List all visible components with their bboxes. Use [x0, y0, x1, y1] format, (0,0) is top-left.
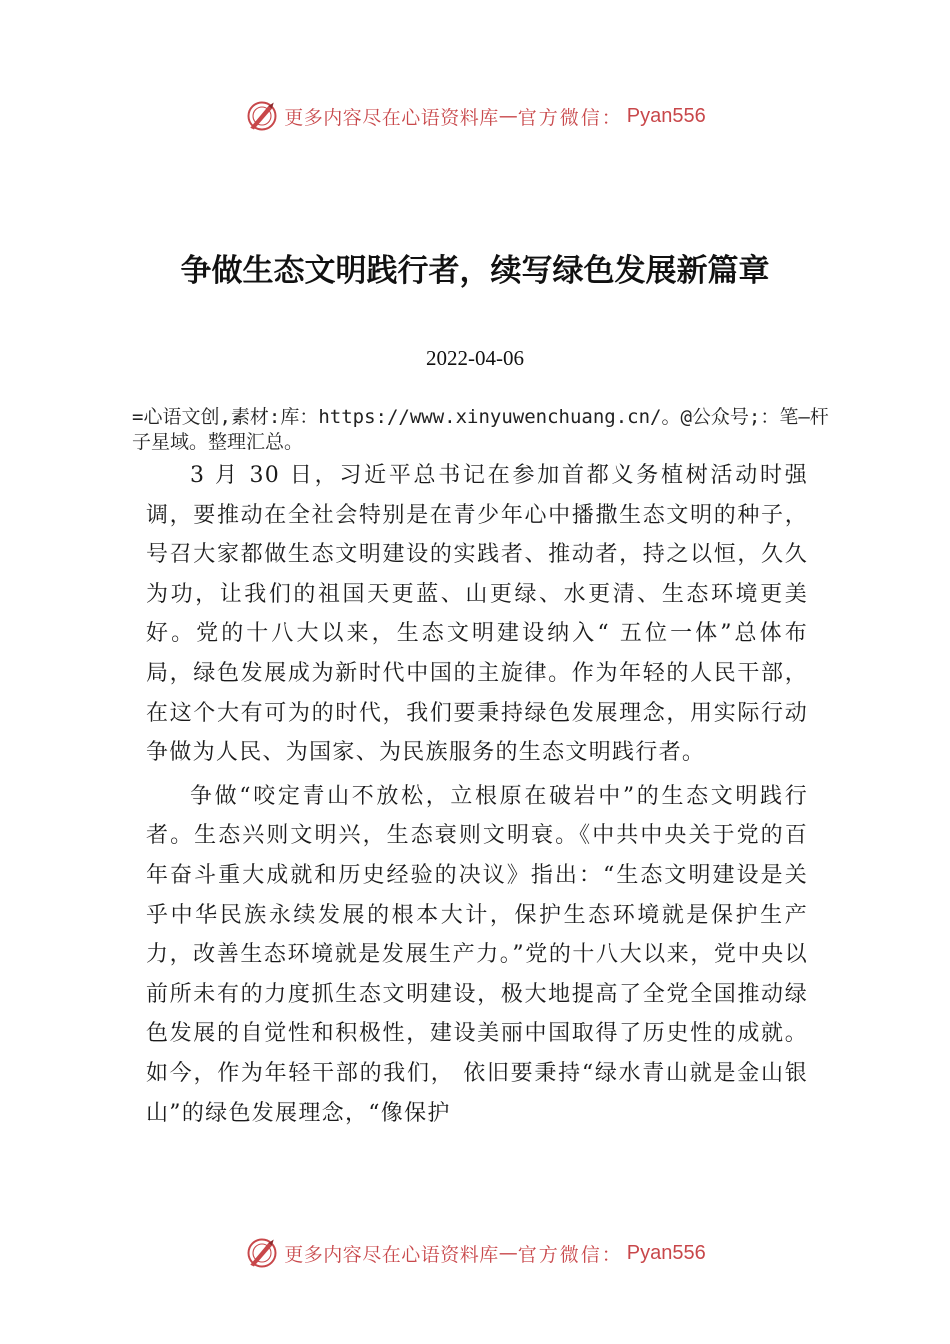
banner-text: 更多内容尽在心语资料库	[284, 106, 499, 129]
banner-text: 更多内容尽在心语资料库	[284, 1243, 499, 1266]
header-watermark-banner	[0, 96, 950, 136]
banner-wechat-id: Pyan556	[626, 104, 706, 127]
banner-wechat-label: 官方微信：	[517, 106, 623, 129]
article-title: 争做生态文明践行者，续写绿色发展新篇章	[180, 253, 770, 289]
pen-seal-logo-icon	[244, 98, 280, 134]
banner-separator: —	[498, 105, 518, 127]
pen-seal-logo-icon	[244, 1235, 280, 1271]
paragraph: 3 月 30 日，习近平总书记在参加首都义务植树活动时强调，要推动在全社会特别是在青少年心中播撒生态文明的种子，号召大家都做生态文明建设的实践者、推动者，持之以恒，久久为功，让我们的祖国天更蓝、山更绿、水更清、生态环境更美好。党的十八大以来，生态文明建设纳入“ 五位一体”总体布局，绿色发展成为新时代中国的主旋律。作为年轻的人民干部，在这个大有可为的时代，我们要秉持绿色发展理念，用实际行动争做为人民、为国家、为民族服务的生态文明践行者。	[146, 463, 808, 766]
paragraph: 争做“咬定青山不放松，立根原在破岩中”的生态文明践行者。生态兴则文明兴，生态衰则文明衰。《中共中央关于党的百年奋斗重大成就和历史经验的决议》指出：“生态文明建设是关乎中华民族永续发展的根本大计，保护生态环境就是保护生产力，改善生态环境就是发展生产力。”党的十八大以来，党中央以前所未有的力度抓生态文明建设，极大地提高了全党全国推动绿色发展的自觉性和积极性，建设美丽中国取得了历史性的成就。如今，作为年轻干部的我们， 依旧要秉持“绿水青山就是金山银山”的绿色发展理念，“像保护	[146, 783, 808, 1126]
footer-watermark-banner	[0, 1233, 950, 1273]
article-date: 2022-04-06	[426, 346, 524, 370]
banner-separator: —	[498, 1242, 518, 1264]
article-body	[146, 456, 808, 1137]
banner-wechat-label: 官方微信：	[517, 1243, 623, 1266]
source-note: =心语文创,素材:库：https://www.xinyuwenchuang.cn/。@公众号;：笔—杆子星域。整理汇总。	[132, 406, 829, 453]
banner-wechat-id: Pyan556	[626, 1241, 706, 1264]
